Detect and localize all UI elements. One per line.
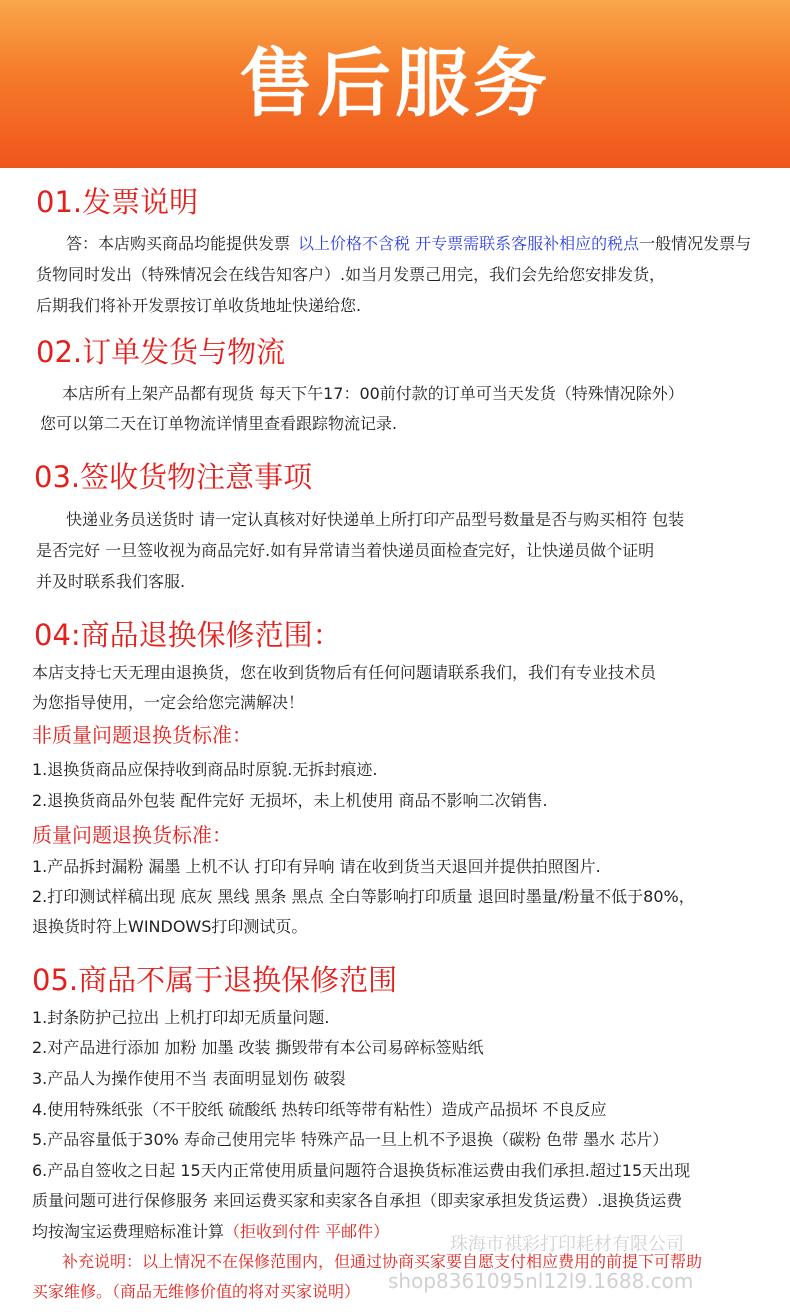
- return-line-2: 为您指导使用，一定会给您完满解决！: [32, 693, 305, 712]
- header-banner: [0, 0, 790, 168]
- receipt-line-2: 是否完好 一旦签收视为商品完好.如有异常请当着快递员面检查完好，让快递员做个证明: [36, 541, 655, 560]
- invoice-line-2: 货物同时发出（特殊情况会在线告知客户）.如当月发票己用完，我们会先给您安排发货，: [36, 265, 666, 284]
- section-excluded-title: 05.商品不属于退换保修范围: [32, 963, 398, 997]
- excluded-item-4: 4.使用特殊纸张（不干胶纸 硫酸纸 热转印纸等带有粘性）造成产品损坏 不良反应: [32, 1100, 607, 1119]
- receipt-line-3: 并及时联系我们客服.: [36, 572, 186, 591]
- refuse-cod-note: （拒收到付件 平邮件）: [224, 1222, 390, 1241]
- page-title: 售后服务: [239, 41, 551, 127]
- excluded-item-6-line-1: 6.产品自签收之日起 15天内正常使用质量问题符合退换货标准运费由我们承担.超过15天出现: [32, 1161, 691, 1180]
- shipping-line-1: 本店所有上架产品都有现货 每天下午17：00前付款的订单可当天发货（特殊情况除外）: [62, 384, 684, 403]
- section-receipt-title: 03.签收货物注意事项: [34, 460, 313, 494]
- section-invoice-title: 01.发票说明: [36, 185, 199, 219]
- receipt-line-1: 快递业务员送货时 请一定认真核对好快递单上所打印产品型号数量是否与购买相符 包装: [66, 510, 685, 529]
- shipping-line-2: 您可以第二天在订单物流详情里查看跟踪物流记录.: [40, 414, 398, 433]
- quality-standard-title: 质量问题退换货标准：: [32, 823, 232, 847]
- supplement-note-line-2: 买家维修。（商品无维修价值的将对买家说明）: [32, 1282, 361, 1301]
- excluded-item-1: 1.封条防护己拉出 上机打印却无质量问题.: [32, 1008, 330, 1027]
- excluded-item-6-line-3: 均按淘宝运费理赔标准计算（拒收到付件 平邮件）: [32, 1222, 390, 1241]
- quality-item-3: 退换货时符上WINDOWS打印测试页。: [32, 917, 308, 936]
- excluded-item-6-line-2: 质量问题可进行保修服务 来回运费买家和卖家各自承担（即卖家承担发货运费）.退换货运费: [32, 1191, 683, 1210]
- invoice-tax-note: 以上价格不含税 开专票需联系客服补相应的税点: [298, 234, 640, 253]
- watermark-shop-url: shop8361095nl12l9.1688.com: [388, 1269, 694, 1293]
- return-line-1: 本店支持七天无理由退换货，您在收到货物后有任何问题请联系我们，我们有专业技术员: [32, 663, 657, 682]
- section-shipping-title: 02.订单发货与物流: [36, 335, 286, 369]
- invoice-line-1: 答：本店购买商品均能提供发票 以上价格不含税 开专票需联系客服补相应的税点一般情况发票与: [66, 234, 752, 253]
- supplement-note-line-1: 补充说明：以上情况不在保修范围内，但通过协商买家要自愿支付相应费用的前提下可帮助: [62, 1252, 703, 1271]
- quality-item-2: 2.打印测试样稿出现 底灰 黑线 黑条 黑点 全白等影响打印质量 退回时墨量/粉量不低于80%，: [32, 887, 695, 906]
- excluded-item-2: 2.对产品进行添加 加粉 加墨 改装 撕毁带有本公司易碎标签贴纸: [32, 1038, 484, 1057]
- non-quality-item-2: 2.退换货商品外包装 配件完好 无损坏，未上机使用 商品不影响二次销售.: [32, 791, 548, 810]
- non-quality-standard-title: 非质量问题退换货标准：: [32, 723, 252, 747]
- section-return-scope-title: 04:商品退换保修范围：: [34, 618, 342, 652]
- watermark-company: 珠海市祺彩打印耗材有限公司: [450, 1234, 684, 1255]
- excluded-item-3: 3.产品人为操作使用不当 表面明显划伤 破裂: [32, 1069, 346, 1088]
- invoice-line-3: 后期我们将补开发票按订单收货地址快递给您.: [36, 296, 362, 315]
- quality-item-1: 1.产品拆封漏粉 漏墨 上机不认 打印有异响 请在收到货当天退回并提供拍照图片.: [32, 857, 601, 876]
- non-quality-item-1: 1.退换货商品应保持收到商品时原貌.无拆封痕迹.: [32, 760, 378, 779]
- excluded-item-5: 5.产品容量低于30% 寿命己使用完毕 特殊产品一旦上机不予退换（碳粉 色带 墨水 芯片）: [32, 1130, 669, 1149]
